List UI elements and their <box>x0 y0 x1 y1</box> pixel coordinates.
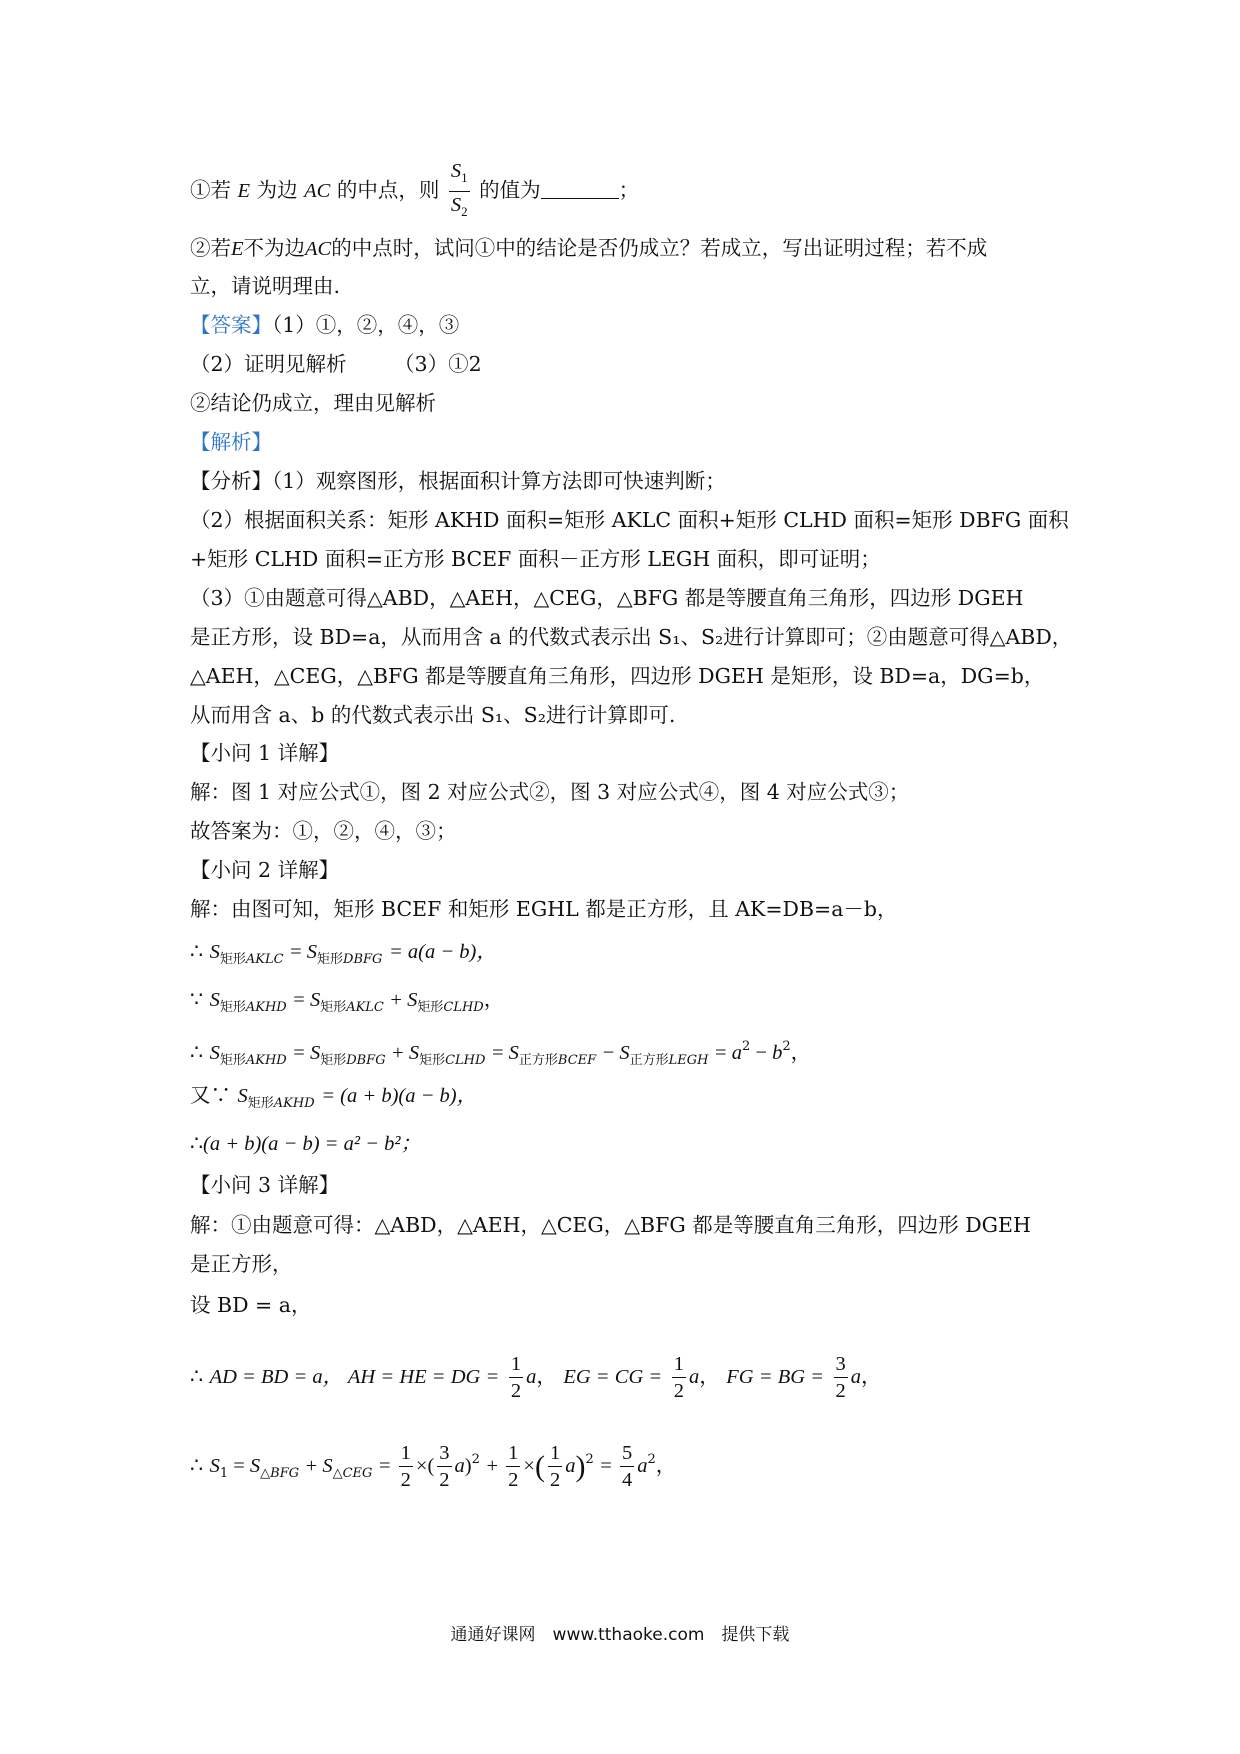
s1-over-s2-fraction: $\frac{S_1}{S_2}$ <box>450 160 468 219</box>
sub3-line2: 是正方形， <box>190 1252 293 1276</box>
analysis-p2-line1: （2）根据面积关系：矩形 AKHD 面积=矩形 AKLC 面积+矩形 CLHD 面积=矩形 DBFG 面积 <box>190 508 1069 532</box>
sub3-line1: 解：①由题意可得：△ABD，△AEH，△CEG，△BFG 都是等腰直角三角形，四边形 DGEH <box>190 1213 1031 1237</box>
answer-line-2: （2）证明见解析 （3）①2 <box>190 352 482 376</box>
answer-blank <box>541 178 619 199</box>
answer-tag: 【答案】 <box>190 313 272 337</box>
analysis-p2-line2: +矩形 CLHD 面积=正方形 BCEF 面积－正方形 LEGH 面积，即可证明； <box>190 547 881 571</box>
answer-line-1: 【答案】（1）①，②，④，③ <box>190 313 460 337</box>
sub2-line1: 解：由图可知，矩形 BCEF 和矩形 EGHL 都是正方形，且 AK=DB=a－b， <box>190 897 898 921</box>
sub1-title: 【小问 1 详解】 <box>190 741 340 765</box>
sub3-title: 【小问 3 详解】 <box>190 1173 340 1197</box>
sub2-eq1: ∴ $S_{矩形AKLC} = S_{矩形DBFG} = a(a - b)$， <box>190 939 497 967</box>
analysis-p1: 【分析】（1）观察图形，根据面积计算方法即可快速判断； <box>190 469 726 493</box>
sub3-eq1: ∴ AD = BD = a， AH = HE = DG = $\frac{1}{2}$ a， EG = CG = $\frac{1}{2}$ a， FG = BG = $\frac{3}{2}$ a， <box>190 1353 882 1402</box>
sub1-line1: 解：图 1 对应公式①，图 2 对应公式②，图 3 对应公式④，图 4 对应公式③； <box>190 780 910 804</box>
sub1-line2: 故答案为：①，②，④，③； <box>190 819 457 843</box>
sub3-line3: 设 BD = a， <box>190 1293 312 1317</box>
sub2-eq4: 又∵ $S_{矩形AKHD} = (a + b)(a - b)$， <box>190 1083 478 1111</box>
sub2-title: 【小问 2 详解】 <box>190 858 340 882</box>
sub2-eq2: ∵ $S_{矩形AKHD} = S_{矩形AKLC} + S_{矩形CLHD}$， <box>190 987 505 1015</box>
question-3-part-2-line-2: 立，请说明理由. <box>190 274 341 298</box>
sub3-eq2: ∴ $S_1 = S_{\triangle BFG} + S_{\triangle CEG}$ = $\frac{1}{2}$ ×( $\frac{3}{2}$ a)$^2$ + $\frac{1}{2}$ ×( $\frac{1}{2}$ a)$^2$ = $\frac{5}{4}$ $a^2$， <box>190 1442 677 1491</box>
page-footer: 通通好课网 www.tthaoke.com 提供下载 <box>450 1625 790 1645</box>
analysis-p3-line1: （3）①由题意可得△ABD，△AEH，△CEG，△BFG 都是等腰直角三角形，四边形 DGEH <box>190 586 1024 610</box>
sub2-eq3: ∴ $S_{矩形AKHD} = S_{矩形DBFG} + S_{矩形CLHD} = S_{正方形BCEF} - S_{正方形LEGH} = a^2 - b^2$， <box>190 1039 812 1068</box>
sub2-eq5: ∴(a + b)(a − b) = a² − b²； <box>190 1131 421 1155</box>
analysis-tag: 【解析】 <box>190 430 272 454</box>
analysis-p3-line2: 是正方形，设 BD=a，从而用含 a 的代数式表示出 S₁、S₂进行计算即可；②由题意可得△ABD， <box>190 625 1073 649</box>
question-3-part-2-line-1: ②若E不为边AC的中点时，试问①中的结论是否仍成立？若成立，写出证明过程；若不成 <box>190 236 988 260</box>
analysis-p3-line3: △AEH，△CEG，△BFG 都是等腰直角三角形，四边形 DGEH 是矩形，设 BD=a，DG=b， <box>190 664 1045 688</box>
question-3-part-1: ①若 E 为边 AC 的中点，则 $\frac{S_1}{S_2}$ 的值为 ； <box>190 158 1060 225</box>
answer-line-3: ②结论仍成立，理由见解析 <box>190 391 436 415</box>
analysis-p3-line4: 从而用含 a、b 的代数式表示出 S₁、S₂进行计算即可. <box>190 703 676 727</box>
